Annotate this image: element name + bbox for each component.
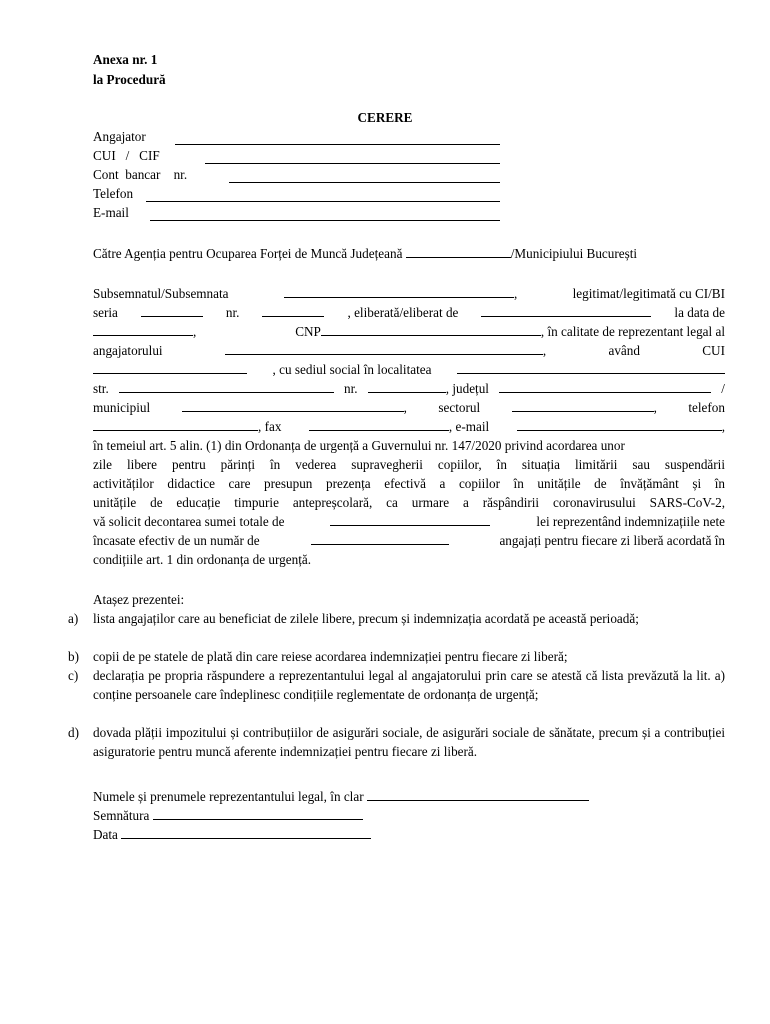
allowance-text: lei reprezentând indemnizațiile nete bbox=[536, 514, 725, 529]
telephone-label: telefon bbox=[688, 400, 725, 415]
street-blank[interactable] bbox=[119, 380, 334, 393]
having-text: având bbox=[608, 343, 640, 358]
item-text: declarația pe propria răspundere a reprezentantului legal al angajatorului prin care se atestă că lista prevăzută la lit. a) conține persoanele care îndeplinesc condițiile reglementate de ordonanța de urgență; bbox=[93, 668, 725, 702]
comma: , bbox=[513, 286, 518, 301]
addressee-suffix: /Municipiului București bbox=[510, 246, 638, 261]
signatory-name-blank[interactable] bbox=[284, 285, 514, 298]
body-line-3 bbox=[93, 323, 725, 342]
phone-label: Telefon bbox=[93, 186, 134, 201]
attachments-intro: Atașez prezentei: bbox=[93, 592, 185, 607]
employer-text: angajatorului bbox=[93, 343, 163, 358]
cui-text: CUI bbox=[702, 343, 725, 358]
body-line-12: unitățile de educație timpurie antepreșcolară, ca urmare a răspândirii coronavirusului SARS-CoV-2, bbox=[93, 495, 725, 510]
issued-by-blank[interactable] bbox=[481, 304, 651, 317]
body-line-15: condițiile art. 1 din ordonanța de urgență. bbox=[93, 552, 312, 567]
bank-account-label: Cont bancar nr. bbox=[93, 167, 188, 182]
signature-line bbox=[93, 807, 725, 826]
body-line-7 bbox=[93, 399, 725, 418]
county-blank[interactable] bbox=[406, 245, 511, 258]
comma: , bbox=[193, 324, 197, 339]
series-label: seria bbox=[93, 305, 118, 320]
item-text: lista angajaților care au beneficiat de zilele libere, precum și indemnizația acordată pe această perioadă; bbox=[93, 611, 639, 626]
cui-cif-label: CUI / CIF bbox=[93, 148, 160, 163]
legal-basis-text: în temeiul art. 5 alin. (1) din Ordonanța de urgență a Guvernului nr. 147/2020 privind acordarea unor bbox=[93, 438, 625, 453]
date-label: Data bbox=[93, 827, 118, 842]
street-number-label: nr. bbox=[344, 381, 358, 396]
email-field[interactable] bbox=[93, 205, 500, 224]
representative-name-line bbox=[93, 788, 725, 807]
street-number-blank[interactable] bbox=[368, 380, 446, 393]
issue-date-blank[interactable] bbox=[93, 323, 193, 336]
body-line-6 bbox=[93, 380, 725, 399]
item-marker: c) bbox=[68, 668, 79, 683]
item-text: copii de pe statele de plată din care reiese acordarea indemnizației pentru fiecare zi liberă; bbox=[93, 649, 568, 664]
signature-blank[interactable] bbox=[153, 807, 363, 820]
id-number-blank[interactable] bbox=[262, 304, 324, 317]
locality-blank[interactable] bbox=[457, 361, 725, 374]
slash: / bbox=[721, 381, 725, 396]
signatory-label: Subsemnatul/Subsemnata bbox=[93, 286, 229, 301]
body-line-13 bbox=[93, 513, 725, 532]
signature-label: Semnătura bbox=[93, 808, 150, 823]
municipality-label: municipiul bbox=[93, 400, 151, 415]
total-sum-blank[interactable] bbox=[330, 513, 490, 526]
email-blank[interactable] bbox=[150, 208, 500, 221]
body-email-label: , e-mail bbox=[448, 419, 490, 434]
addressee-line bbox=[93, 245, 725, 264]
body-line-8 bbox=[93, 418, 725, 437]
sector-blank[interactable] bbox=[512, 399, 654, 412]
comma: , bbox=[721, 419, 725, 434]
comma: , bbox=[653, 400, 657, 415]
street-label: str. bbox=[93, 381, 109, 396]
phone-field[interactable] bbox=[93, 186, 500, 205]
email-label: E-mail bbox=[93, 205, 129, 220]
cnp-label: CNP bbox=[295, 324, 321, 339]
legal-rep-text: , în calitate de reprezentant legal al bbox=[540, 324, 725, 339]
item-marker: d) bbox=[68, 725, 79, 740]
municipality-blank[interactable] bbox=[182, 399, 404, 412]
total-sum-text: vă solicit decontarea sumei totale de bbox=[93, 514, 285, 529]
date-line bbox=[93, 826, 725, 845]
phone-blank[interactable] bbox=[146, 189, 500, 202]
addressee-prefix: Către Agenția pentru Ocuparea Forței de Muncă Județeană bbox=[93, 246, 403, 261]
body-line-2 bbox=[93, 304, 725, 323]
item-marker: b) bbox=[68, 649, 79, 664]
comma: , bbox=[403, 400, 407, 415]
cnp-blank[interactable] bbox=[321, 323, 541, 336]
annex-number: Anexa nr. 1 bbox=[93, 52, 158, 67]
employee-count-blank[interactable] bbox=[311, 532, 449, 545]
item-text: dovada plății impozitului și contribuțiilor de asigurări sociale, de asigurări sociale de sănătate, precum și a contribuției asiguratorie pentru muncă aferente indemnizației pentru fiecare zi liberă. bbox=[93, 725, 725, 759]
procedure-label: la Procedură bbox=[93, 72, 166, 87]
attachment-item-a bbox=[68, 610, 725, 629]
id-card-label: legitimat/legitimată cu CI/BI bbox=[572, 286, 725, 301]
employer-name-blank[interactable] bbox=[225, 342, 543, 355]
body-line-5 bbox=[93, 361, 725, 380]
fax-label: , fax bbox=[258, 419, 282, 434]
sector-label: sectorul bbox=[438, 400, 481, 415]
cui-cif-field[interactable] bbox=[93, 148, 500, 167]
number-label: nr. bbox=[225, 305, 240, 320]
representative-name-label: Numele și prenumele reprezentantului legal, în clar bbox=[93, 789, 364, 804]
comma: , bbox=[542, 343, 547, 358]
issue-date-label: la data de bbox=[674, 305, 725, 320]
county-field-blank[interactable] bbox=[499, 380, 711, 393]
per-day-text: angajați pentru fiecare zi liberă acordată în bbox=[499, 533, 725, 548]
attachment-item-b bbox=[68, 648, 725, 667]
form-title: CERERE bbox=[357, 110, 413, 125]
employer-field[interactable] bbox=[93, 129, 500, 148]
date-blank[interactable] bbox=[121, 826, 371, 839]
cui-blank[interactable] bbox=[93, 361, 247, 374]
series-blank[interactable] bbox=[141, 304, 203, 317]
cui-cif-blank[interactable] bbox=[205, 151, 500, 164]
body-line-1 bbox=[93, 285, 725, 304]
issued-by-label: , eliberată/eliberat de bbox=[347, 305, 459, 320]
employer-label: Angajator bbox=[93, 129, 146, 144]
body-line-11: activităților didactice care presupun prezența efectivă a copiilor în unitățile de învățământ și în bbox=[93, 476, 725, 491]
body-line-9 bbox=[93, 437, 725, 456]
item-marker: a) bbox=[68, 611, 79, 626]
attachment-item-d bbox=[68, 724, 725, 761]
bank-account-field[interactable] bbox=[93, 167, 500, 186]
registered-office-text: , cu sediul social în localitatea bbox=[272, 362, 432, 377]
fax-blank[interactable] bbox=[309, 418, 449, 431]
body-email-blank[interactable] bbox=[517, 418, 722, 431]
representative-name-blank[interactable] bbox=[367, 788, 589, 801]
body-line-14 bbox=[93, 532, 725, 551]
body-line-10: zile libere pentru părinți în vederea supravegherii copiilor, în situația limitării sau suspendării bbox=[93, 457, 725, 472]
employee-count-text: încasate efectiv de un număr de bbox=[93, 533, 260, 548]
employer-blank[interactable] bbox=[175, 132, 500, 145]
attachment-item-c bbox=[68, 667, 725, 704]
body-line-4 bbox=[93, 342, 725, 361]
telephone-blank[interactable] bbox=[93, 418, 258, 431]
county-label: , județul bbox=[445, 381, 489, 396]
bank-account-blank[interactable] bbox=[229, 170, 500, 183]
